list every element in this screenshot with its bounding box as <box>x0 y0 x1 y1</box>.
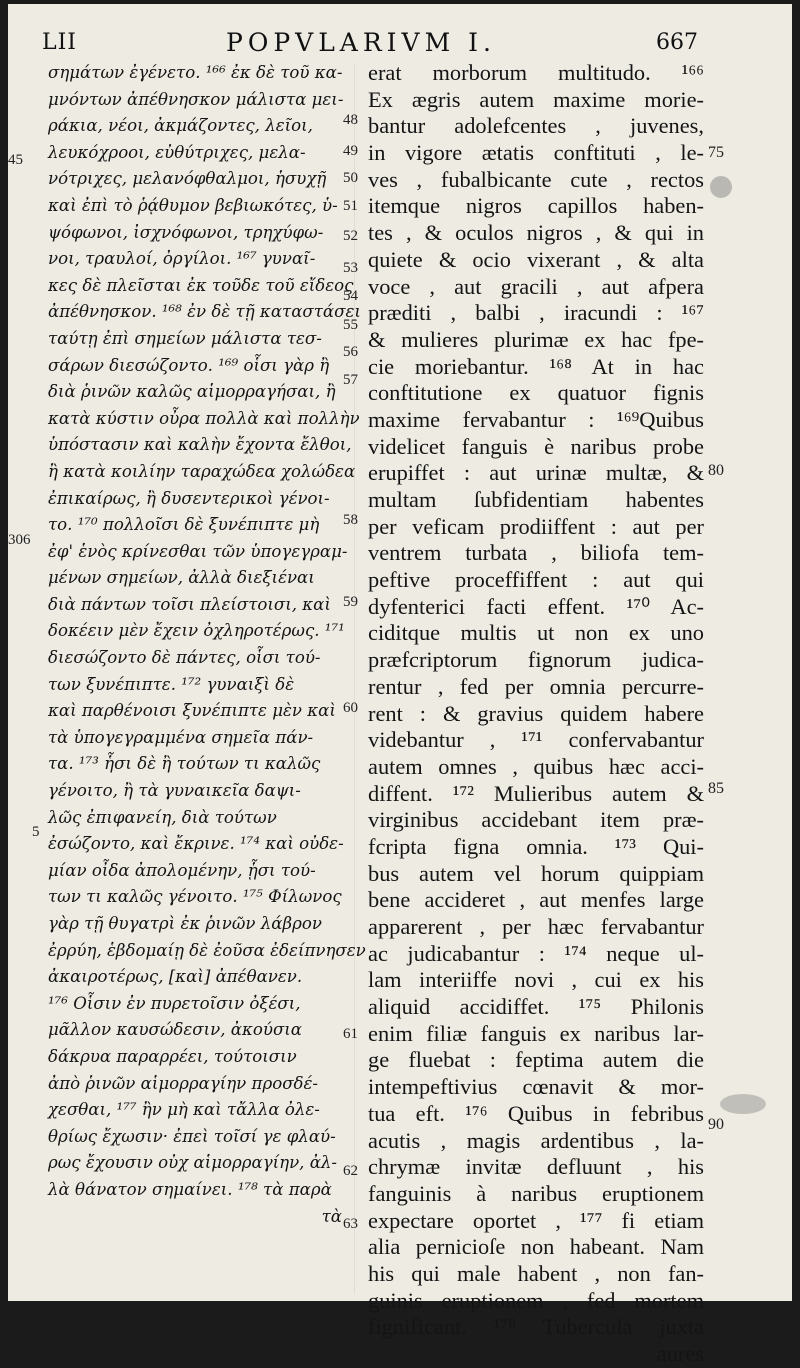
running-header <box>8 4 792 60</box>
latin-line: rentur , fed per omnia percurre- <box>368 673 704 699</box>
header-right-page-number: 667 <box>656 30 698 55</box>
latin-line: rent : & gravius quidem habere <box>368 700 704 726</box>
latin-line: bus autem vel horum quippiam <box>368 860 704 886</box>
greek-line: μίαν οἶδα ἀπολομένην, ᾗσι τού- <box>48 860 316 880</box>
greek-line: ἀκαιροτέρως, [καὶ] ἀπέθανεν. <box>48 967 303 987</box>
latin-line: autem omnes , quibus hæc acci- <box>368 753 704 779</box>
greek-line: νότριχες, μελανόφθαλμοι, ἡσυχῇ <box>48 169 327 189</box>
latin-line: intempeftivius cœnavit & mor- <box>368 1074 704 1100</box>
greek-line-number: 59 <box>343 594 358 610</box>
greek-line: των ξυνέπιπτε. ¹⁷² γυναιξὶ δὲ <box>48 674 295 694</box>
greek-line: ἀπέθνησκον. ¹⁶⁸ ἐν δὲ τῇ καταστάσει <box>48 302 361 322</box>
latin-line: bantur adolefcentes , juvenes, <box>368 113 704 139</box>
greek-line: λῶς ἐπιφανείη, διὰ τούτων <box>48 807 277 827</box>
greek-text-column <box>48 60 366 1230</box>
greek-line: κες δὲ πλεῖσται ἐκ τοῦδε τοῦ εἴδεος <box>48 275 354 295</box>
latin-line: in vigore ætatis conftituti , le- <box>368 140 704 166</box>
latin-line-number: 90 <box>708 1116 724 1133</box>
latin-line: cie moriebantur. ¹⁶⁸ At in hac <box>368 353 704 379</box>
latin-text-column <box>368 60 704 1368</box>
latin-line: quiete & ocio vixerant , & alta <box>368 246 704 272</box>
greek-line: μένων σημείων, ἀλλὰ διεξιέναι <box>48 568 315 588</box>
latin-line: præfcriptorum fignorum judica- <box>368 647 704 673</box>
greek-line: των τι καλῶς γένοιτο. ¹⁷⁵ Φίλωνος <box>48 887 342 907</box>
greek-line: ψόφωνοι, ἰσχνόφωνοι, τρηχύφω- <box>48 222 324 242</box>
greek-line-number: 57 <box>343 372 358 388</box>
latin-line: & mulieres plurimæ ex hac fpe- <box>368 326 704 352</box>
latin-line: per veficam prodiiffent : aut per <box>368 513 704 539</box>
latin-line: guinis eruptionem , fed mortem <box>368 1287 704 1313</box>
greek-line-number: 60 <box>343 700 358 716</box>
greek-line: καὶ ἐπὶ τὸ ῥᾴθυμον βεβιωκότες, ὑ- <box>48 195 338 215</box>
latin-line: fanguinis à naribus eruptionem <box>368 1180 704 1206</box>
greek-line: καὶ παρθένοισι ξυνέπιπτε μὲν καὶ <box>48 701 336 721</box>
greek-line: νοι, τραυλοί, ὀργίλοι. ¹⁶⁷ γυναῖ- <box>48 249 316 269</box>
greek-line: ¹⁷⁶ Οἷσιν ἐν πυρετοῖσιν ὀξέσι, <box>48 993 301 1013</box>
latin-line: erupiffet : aut urinæ multæ, & <box>368 460 704 486</box>
latin-line: virginibus accidebant item præ- <box>368 807 704 833</box>
latin-line: aliquid accidiffet. ¹⁷⁵ Philonis <box>368 994 704 1020</box>
left-margin-number: 5 <box>32 824 40 840</box>
greek-line: λὰ θάνατον σημαίνει. ¹⁷⁸ τὰ παρὰ <box>48 1179 332 1199</box>
latin-line: aures <box>656 1341 704 1366</box>
greek-line: μνόντων ἀπέθνησκον μάλιστα μει- <box>48 89 344 109</box>
greek-line: χεσθαι, ¹⁷⁷ ἢν μὴ καὶ τἄλλα ὀλε- <box>48 1100 320 1120</box>
column-gutter <box>354 64 355 1294</box>
greek-line: δοκέειν μὲν ἔχειν ὀχληροτέρως. ¹⁷¹ <box>48 621 345 641</box>
greek-line: δάκρυα παραρρέει, τούτοισιν <box>48 1046 297 1066</box>
left-margin-number: 306 <box>8 532 31 548</box>
latin-line-number: 85 <box>708 780 724 797</box>
greek-line: ταύτῃ ἐπὶ σημείων μάλιστα τεσ- <box>48 328 322 348</box>
greek-line: σημάτων ἐγένετο. ¹⁶⁶ ἐκ δὲ τοῦ κα- <box>48 63 343 82</box>
greek-line: ἀπὸ ῥινῶν αἱμορραγίην προσδέ- <box>48 1073 319 1093</box>
latin-line: multam ſubfidentiam habentes <box>368 487 704 512</box>
greek-line-number: 51 <box>343 198 358 214</box>
greek-line-number: 63 <box>343 1216 358 1232</box>
latin-line: fcripta figna omnia. ¹⁷³ Qui- <box>368 833 704 859</box>
header-title: POPVLARIVM I. <box>226 28 496 57</box>
latin-line: tua eft. ¹⁷⁶ Quibus in febribus <box>368 1100 704 1126</box>
greek-line: τὰ <box>321 1206 342 1226</box>
greek-line: ἢ κατὰ κοιλίην ταραχώδεα χολώδεα <box>48 461 356 481</box>
greek-line: λευκόχροοι, εὐθύτριχες, μελα- <box>48 142 306 162</box>
latin-line: diffent. ¹⁷² Mulieribus autem & <box>368 780 704 806</box>
greek-line-number: 53 <box>343 260 358 276</box>
latin-line-number: 75 <box>708 144 724 161</box>
greek-line-number: 50 <box>343 170 358 186</box>
ink-blot <box>710 176 732 198</box>
greek-line: διὰ πάντων τοῖσι πλείστοισι, καὶ <box>48 594 331 614</box>
greek-line-number: 58 <box>343 512 358 528</box>
latin-line-number: 80 <box>708 462 724 479</box>
greek-line: τα. ¹⁷³ ἧσι δὲ ἢ τούτων τι καλῶς <box>48 754 321 774</box>
book-page <box>8 4 792 1366</box>
latin-line: maxime fervabantur : ¹⁶⁹Quibus <box>368 406 704 432</box>
latin-line: enim filiæ fanguis ex naribus lar- <box>368 1020 704 1046</box>
latin-line: videlicet fanguis è naribus probe <box>368 433 704 459</box>
greek-line-number: 61 <box>343 1026 358 1042</box>
greek-line: ράκια, νέοι, ἀκμάζοντες, λεῖοι, <box>48 116 313 136</box>
greek-line: διεσώζοντο δὲ πάντες, οἷσι τού- <box>48 648 321 668</box>
latin-line: peftive proceffiffent : aut qui <box>368 567 704 593</box>
greek-line-number: 56 <box>343 344 358 360</box>
greek-line: ρως ἔχουσιν οὐχ αἱμορραγίην, ἀλ- <box>48 1153 338 1173</box>
latin-line: expectare oportet , ¹⁷⁷ fi etiam <box>368 1207 704 1233</box>
latin-line: ge fluebat : feptima autem die <box>368 1047 704 1073</box>
latin-line: bene accideret , aut menfes large <box>368 887 704 913</box>
header-left-page-number: LII <box>42 30 77 55</box>
latin-line: alia pernicioſe non habeant. Nam <box>368 1234 704 1260</box>
latin-line: chrymæ invitæ defluunt , his <box>368 1154 704 1180</box>
latin-line: erat morborum multitudo. ¹⁶⁶ <box>368 60 704 85</box>
greek-line: ὑπόστασιν καὶ καλὴν ἔχοντα ἔλθοι, <box>48 435 352 455</box>
greek-line: ἐπικαίρως, ἢ δυσεντερικοὶ γένοι- <box>48 488 330 508</box>
greek-line: μᾶλλον καυσώδεσιν, ἀκούσια <box>48 1020 302 1040</box>
latin-line: videbantur , ¹⁷¹ confervabantur <box>368 727 704 753</box>
latin-line: præditi , balbi , iracundi : ¹⁶⁷ <box>368 300 704 326</box>
greek-line: το. ¹⁷⁰ πολλοῖσι δὲ ξυνέπιπτε μὴ <box>48 515 320 535</box>
greek-line: σάρων διεσώζοντο. ¹⁶⁹ οἷσι γὰρ ἢ <box>48 355 330 375</box>
greek-line-number: 52 <box>343 228 358 244</box>
greek-line: διὰ ῥινῶν καλῶς αἱμορραγήσαι, ἢ <box>48 382 336 402</box>
latin-line: conftitutione ex quatuor fignis <box>368 380 704 406</box>
greek-line-number: 54 <box>343 288 358 304</box>
latin-line: fignificant. ¹⁷⁸ Tubercula juxta <box>368 1314 704 1340</box>
greek-line: κατὰ κύστιν οὖρα πολλὰ καὶ πολλὴν <box>48 408 360 428</box>
greek-line: ἐσώζοντο, καὶ ἔκρινε. ¹⁷⁴ καὶ οὐδε- <box>48 834 344 854</box>
latin-line: voce , aut gracili , aut afpera <box>368 273 704 299</box>
latin-line: itemque nigros capillos haben- <box>368 193 704 219</box>
latin-line: tes , & oculos nigros , & qui in <box>368 220 704 246</box>
latin-line: ventrem turbata , biliofa tem- <box>368 540 704 566</box>
greek-line: γένοιτο, ἢ τὰ γυναικεῖα δαψι- <box>48 781 301 801</box>
latin-line: ves , fubalbicante cute , rectos <box>368 166 704 192</box>
latin-line: ac judicabantur : ¹⁷⁴ neque ul- <box>368 940 704 966</box>
greek-line: γὰρ τῇ θυγατρὶ ἐκ ῥινῶν λάβρον <box>48 914 322 933</box>
greek-line-number: 49 <box>343 143 358 159</box>
greek-line: ἐφ' ἑνὸς κρίνεσθαι τῶν ὑπογεγραμ- <box>48 541 348 561</box>
greek-line-number: 55 <box>343 317 358 333</box>
latin-line: acutis , magis ardentibus , la- <box>368 1127 704 1153</box>
left-margin-number: 45 <box>8 152 23 168</box>
latin-line: lam interiiffe novi , cui ex his <box>368 967 704 993</box>
greek-line-number: 48 <box>343 112 358 128</box>
latin-line: his qui male habent , non fan- <box>368 1260 704 1286</box>
greek-line: ἐρρύη, ἑβδομαίῃ δὲ ἐοῦσα ἐδείπνησεν <box>48 940 366 960</box>
latin-line: Ex ægris autem maxime morie- <box>368 86 704 112</box>
latin-line: dyfenterici facti effent. ¹⁷⁰ Ac- <box>368 593 704 619</box>
latin-line: apparerent , per hæc fervabantur <box>368 914 704 939</box>
ink-blot <box>720 1094 766 1114</box>
greek-line: θρίως ἔχωσιν· ἐπεὶ τοῖσί γε φλαύ- <box>48 1126 336 1146</box>
greek-line-number: 62 <box>343 1163 358 1179</box>
latin-line: ciditque multis ut non ex uno <box>368 620 704 646</box>
greek-line: τὰ ὑπογεγραμμένα σημεῖα πάν- <box>48 727 314 747</box>
